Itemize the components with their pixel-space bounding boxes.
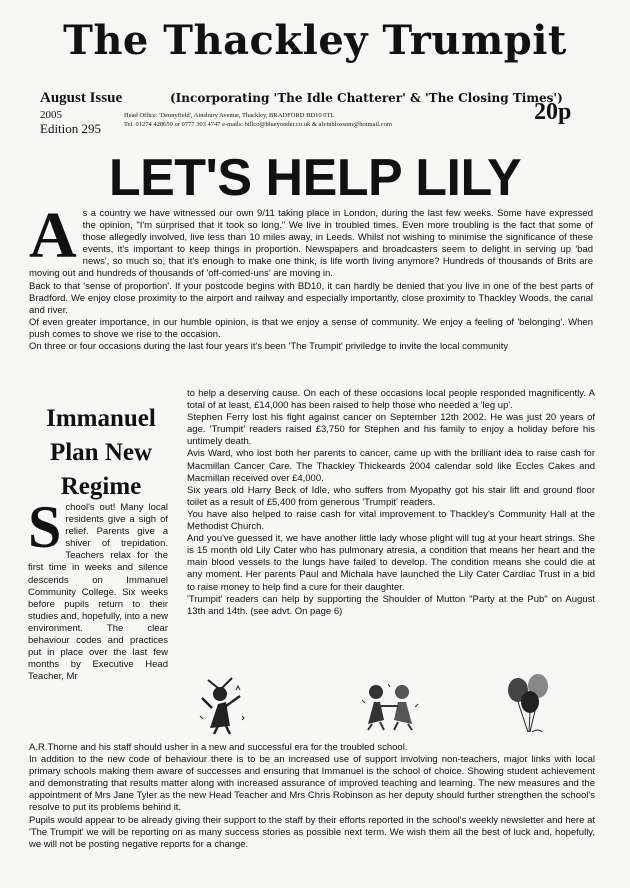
side-story-text: [28, 494, 168, 683]
continued-paragraph-2: Stephen Ferry lost his fight against cancer on September 12th 2002. He was just 20 years of age. 'Trumpit' readers raised £3,750 for Stephen and his family to enjoy a holiday before his untimely death.: [187, 412, 595, 448]
edition-number: Edition 295: [40, 121, 102, 136]
side-continued-paragraph-3: Pupils would appear to be already giving their support to the staff by their efforts reported in the school's weekly newsletter and here at 'The Trumpit' we will be reporting on as many success stories as possible next term. We wish them all the best of luck and, hopefully, we will not be posting negative reports for a change.: [29, 814, 595, 850]
lead-paragraph-1-text: s a country we have witnessed our own 9/11 taking place in London, during the last few weeks. Some have expressed the opinion, "I'm surprised that it took so long." We live in troubled times. Even more troubling is the fact that some of those allegedly involved, live less than 10 miles away, in Leeds. Whilst not wishing to minimise the significance of these events, it's important to keep things in proportion. Newspapers and broadcasters seem to delight in serving up 'bad news', so much so, that it's enough to make one think, is life worth living anymore? Hundreds of thousands of Brits are moving out and hundreds of thousands of 'off-comed-uns' are moving in.: [29, 208, 593, 280]
balloons-icon: [500, 672, 560, 736]
side-headline-line-1: Immanuel: [46, 405, 156, 432]
side-headline-line-3: Regime: [60, 473, 142, 500]
party-girl-icon: [196, 676, 252, 736]
lead-paragraph-2: Back to that 'sense of proportion'. If your postcode begins with BD10, it can hardly be denied that you live in one of the best parts of Bradford. We enjoy close proximity to the airport and railway and especially importantly, close proximity to Thackley Woods, the canal and river.: [29, 280, 593, 316]
lead-story-continued: [187, 388, 595, 618]
continued-paragraph-3: Avis Ward, who lost both her parents to cancer, came up with the brilliant idea to raise cash for Macmillan Cancer Care. The Thackley Thickeards 2004 calendar sold like Eccles Cakes and Macmillan received over £4,000.: [187, 448, 595, 484]
main-headline: LET'S HELP LILY: [108, 149, 522, 207]
side-paragraph: [28, 494, 168, 683]
continued-paragraph-5: You have also helped to raise cash for vital improvement to Thackley's Community Hall at the Methodist Church.: [187, 508, 595, 533]
continued-paragraph-4: Six years old Harry Beck of Idle, who suffers from Myopathy got his stair lift and ground floor toilet as a result of £5,400 from generous 'Trumpit' readers.: [187, 484, 595, 508]
side-dropcap: S: [28, 494, 62, 560]
address-block: [124, 111, 524, 129]
continued-paragraph-1: to help a deserving cause. On each of these occasions local people responded magnificently. A total of at least, £14,000 has been raised to help those who needed a 'leg up'.: [187, 388, 595, 412]
continued-paragraph-7: 'Trumpit' readers can help by supporting the Shoulder of Mutton "Party at the Pub" on August 13th and 14th. (see advt. On page 6): [187, 593, 595, 617]
incorporating-line: (Incorporating 'The Idle Chatterer' & 'The Closing Times'): [170, 91, 563, 105]
side-continued-paragraph-1: A.R.Thorne and his staff should usher in a new and successful era for the troubled school.: [29, 742, 408, 753]
issue-label: August Issue: [40, 90, 123, 106]
side-paragraph-text: chool's out! Many local residents give a sigh of relief. Parents give a shiver of trepidation. Teachers relax for the first time in weeks and silence descends on Immanuel Community College. Six weeks before pupils return to their studies and, hopefully, into a new environment. The clear behaviour codes and practices put in place over the last few months by Executive Head Teacher, Mr: [28, 502, 168, 683]
side-headline-line-2: Plan New: [49, 439, 153, 466]
lead-dropcap: A: [29, 199, 77, 272]
address-line-1: Head Office: 'Dennyfield', Ainsbury Avenue, Thackley, BRADFORD BD10 0TL: [124, 112, 335, 119]
masthead-title: The Thackley Trumpit: [63, 17, 567, 64]
price: 20p: [534, 99, 572, 125]
lead-paragraph-1: [29, 199, 593, 281]
issue-year: 2005: [40, 109, 62, 121]
lead-paragraph-4: On three or four occasions during the last four years it's been 'The Trumpit' priviledge to invite the local community: [29, 341, 509, 353]
lead-paragraph-3: Of even greater importance, in our humble opinion, is that we enjoy a sense of community. We enjoy a feeling of 'belonging'. When push comes to shove we rise to the occasion.: [29, 316, 593, 340]
dancing-couple-icon: [358, 680, 422, 732]
side-continued-paragraph-2: In addition to the new code of behaviour there is to be an increased use of support involving non-teachers, major links with local primary schools making them aware of successes and ensuring that Immanuel is the school of choice. Showing student achievement and demonstrating that results matter along with increased assurance of improved teaching and learning. The new measures and the appointment of Mrs Jane Tyler as the new Head Teacher and Mrs Chris Robinson as her deputy should further strengthen the school's resolve to put its problems behind it.: [29, 754, 595, 814]
side-story-headline: [28, 402, 174, 504]
continued-paragraph-6: And you've guessed it, we have another little lady whose plight will tug at your heart strings. She is 15 month old Lily Cater who has pulmonary atresia, a condition that means her heart and the main blood vessels to the lungs have failed to develop. The condition means she could die at any moment. Her parents Paul and Michala have launched the Lily Cater Cardiac Trust in a bid to raise money to help find a cure for their daughter.: [187, 533, 595, 593]
side-story-continued: [29, 742, 595, 851]
lead-story: [29, 199, 593, 353]
address-line-2: Tel. 01274 428659 or 0777 303 4747 e-mails: billco@blueyonder.co.uk & alvinblossom@hotmail.com: [124, 121, 392, 128]
